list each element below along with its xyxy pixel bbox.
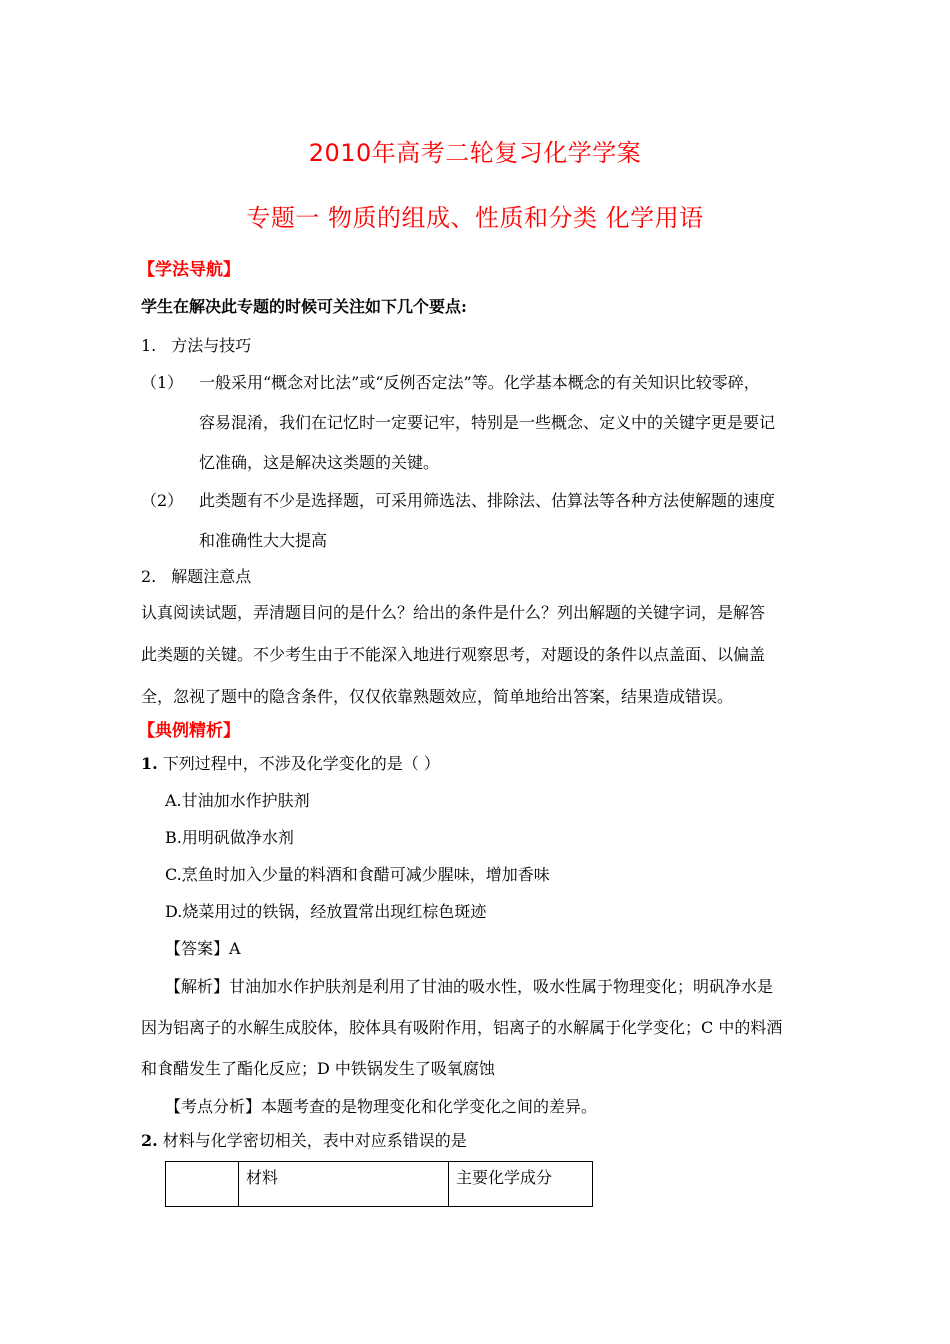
question-1-answer: 【答案】A [165,939,241,958]
section-heading-study-guide: 【学法导航】 [138,260,240,280]
question-1-option-a: A.甘油加水作护肤剂 [165,791,310,810]
sub-item-1-line-1: 一般采用“概念对比法”或“反例否定法”等。化学基本概念的有关知识比较零碎， [199,373,760,392]
table-header-row [166,1162,593,1207]
sub-item-number-2: （2） [141,491,184,510]
list-item-methods: 1. 方法与技巧 [141,336,252,355]
paragraph-line-3: 全，忽视了题中的隐含条件，仅仅依靠熟题效应，简单地给出答案，结果造成错误。 [141,687,734,706]
question-1-stem: 1. 下列过程中，不涉及化学变化的是（ ） [141,754,440,773]
section-heading-examples: 【典例精析】 [138,721,240,741]
materials-table [165,1161,593,1207]
question-1-analysis-line-2: 因为铝离子的水解生成胶体，胶体具有吸附作用，铝离子的水解属于化学变化；C 中的料酒 [141,1018,783,1037]
sub-item-2-line-2: 和准确性大大提高 [199,531,328,550]
sub-item-1-line-3: 忆准确，这是解决这类题的关键。 [199,453,440,472]
sub-item-number-1: （1） [141,373,184,392]
document-title: 2010年高考二轮复习化学学案 [308,139,642,167]
question-1-exam-point: 【考点分析】本题考查的是物理变化和化学变化之间的差异。 [165,1097,598,1116]
question-1-option-d: D.烧菜用过的铁锅，经放置常出现红棕色斑迹 [165,902,487,921]
question-1-option-c: C.烹鱼时加入少量的料酒和食醋可减少腥味，增加香味 [165,865,550,884]
table-header-material: 材料 [239,1162,449,1207]
document-subtitle: 专题一 物质的组成、性质和分类 化学用语 [246,204,704,232]
table-header-blank [166,1162,239,1207]
paragraph-line-2: 此类题的关键。不少考生由于不能深入地进行观察思考，对题设的条件以点盖面、以偏盖 [141,645,766,664]
question-1-analysis-line-3: 和食醋发生了酯化反应；D 中铁锅发生了吸氧腐蚀 [141,1059,495,1078]
table-header-main-component: 主要化学成分 [449,1162,593,1207]
paragraph-line-1: 认真阅读试题，弄清题目问的是什么？给出的条件是什么？列出解题的关键字词，是解答 [141,603,766,622]
list-item-notes: 2. 解题注意点 [141,567,252,586]
question-2-stem: 2. 材料与化学密切相关，表中对应系错误的是 [141,1131,467,1150]
question-1-analysis-line-1: 【解析】甘油加水作护肤剂是利用了甘油的吸水性，吸水性属于物理变化；明矾净水是 [165,977,774,996]
section-intro: 学生在解决此专题的时候可关注如下几个要点: [141,297,467,316]
sub-item-1-line-2: 容易混淆，我们在记忆时一定要记牢，特别是一些概念、定义中的关键字更是要记 [199,413,776,432]
sub-item-2-line-1: 此类题有不少是选择题，可采用筛选法、排除法、估算法等各种方法使解题的速度 [199,491,776,510]
question-1-option-b: B.用明矾做净水剂 [165,828,294,847]
